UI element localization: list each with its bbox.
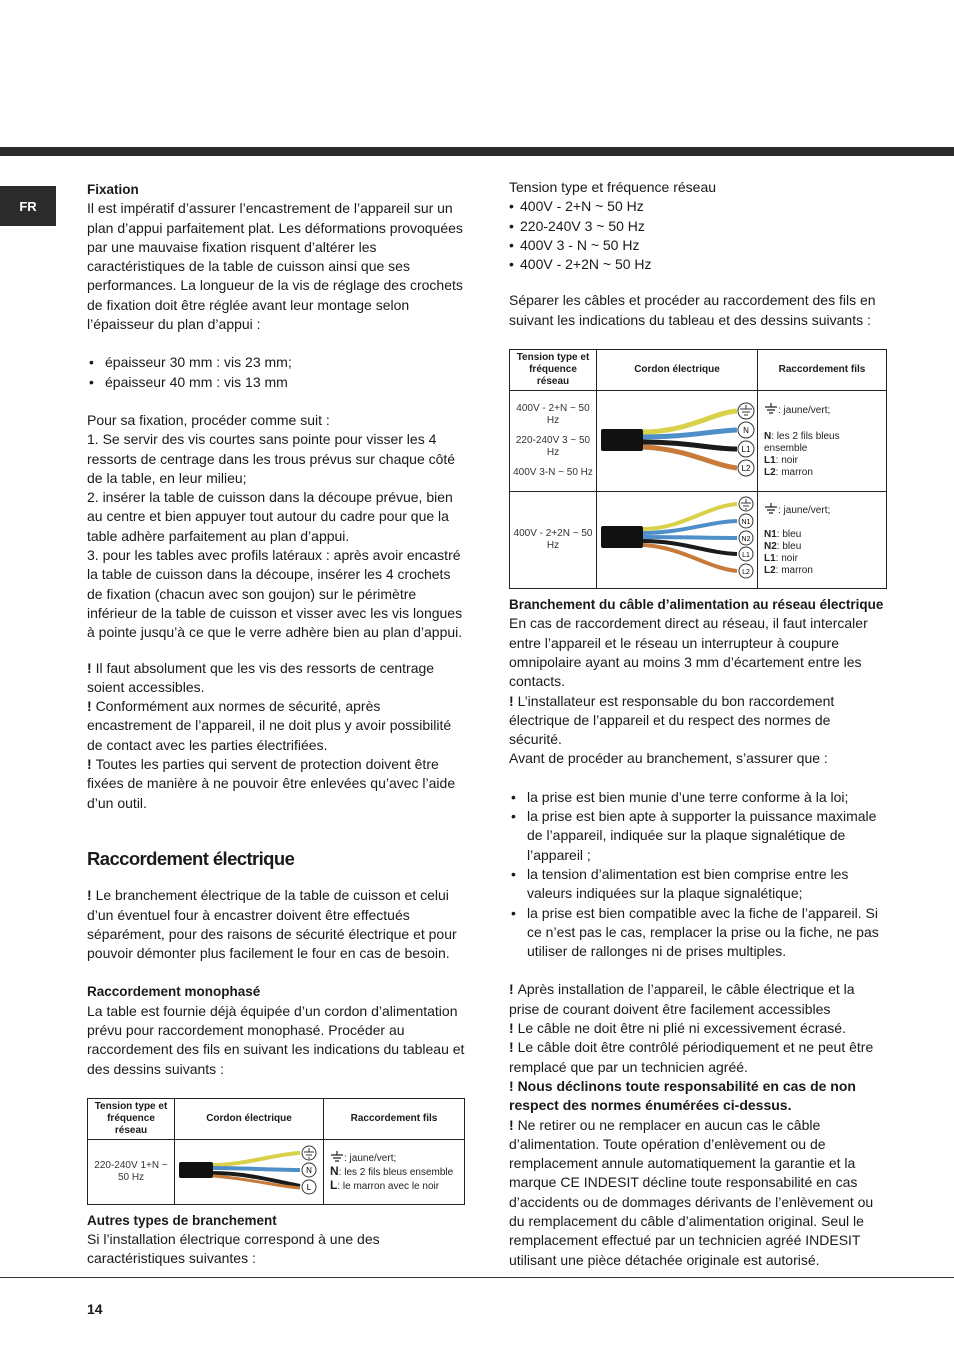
section-warning: ! Le branchement électrique de la table de cuisson et celui d’un éventuel four à encastrer doivent être effectués séparément, pour des raisons de sécurité électrique et pour pouvoir démonter plus facilement le four en cas de besoin. <box>87 887 457 962</box>
procedure-intro: Pour sa fixation, procéder comme suit : <box>87 411 330 428</box>
table-header: Tension type et fréquence réseau <box>88 1098 175 1139</box>
fil-line: N: les 2 fils bleus ensemble <box>330 1163 454 1178</box>
list-item: • la prise est bien compatible avec la fiche de l’appareil. Si ce n’est pas le cas, remplacer la prise ou la fiche, ne pas utiliser de rallonges ni de prises multiples. <box>509 904 887 962</box>
other-title: Autres types de branchement <box>87 1212 277 1228</box>
step-3: 3. pour les tables avec profils latéraux : après avoir encastré la table de cuisson dans la découpe, insérer les 4 crochets de fixation (chacun avec son goujon) sur le périmètre inférieur de la table de cuisson et visser avec les vis longues à pointe jusqu’à ce que le verre adhère bien au plan d’appui. <box>87 547 463 641</box>
list-item: • 220-240V 3 ~ 50 Hz <box>509 217 887 236</box>
fil-line: N1: bleu <box>764 529 802 541</box>
terminal-label: L2 <box>741 464 751 474</box>
bold-warning: ! Nous déclinons toute responsabilité en cas de non respect des normes énumérées ci-dessus. <box>509 1077 856 1114</box>
terminal-label: L2 <box>742 569 750 577</box>
tension-cell: 220-240V 1+N ~ 50 Hz <box>88 1139 175 1204</box>
terminal-label: N <box>306 1165 312 1175</box>
list-item: • épaisseur 30 mm : vis 23 mm; <box>87 353 465 372</box>
table-header: Cordon électrique <box>175 1098 324 1139</box>
warning: ! Ne retirer ou ne remplacer en aucun cas le câble d’alimentation. Toute opération d’enlèvement ou de remplacement annule automatiquement la garantie et la marque CE INDESIT décline toute responsabilité en cas d’accidents ou de dommages dérivants de l’enlèvement ou du remplacement du câble d’alimentation original. Seul le remplacement effectué par un technicien agréé INDESIT utilisant une pièce détachée originale est autorisé. <box>509 1116 874 1268</box>
tension-cell: 400V - 2+N ~ 50 Hz 220-240V 3 ~ 50 Hz 400V 3-N ~ 50 Hz <box>510 391 597 492</box>
cord-drawing <box>597 391 758 492</box>
three-phase-wiring-table <box>509 349 887 589</box>
fils-cell <box>758 492 887 589</box>
right-column <box>509 178 887 1270</box>
terminal-label: N1 <box>741 519 751 527</box>
header-bar <box>0 147 954 156</box>
tension-intro: Tension type et fréquence réseau <box>509 179 717 195</box>
branch-title: Branchement du câble d’alimentation au réseau électrique <box>509 597 884 613</box>
terminal-label: L1 <box>742 552 750 560</box>
fil-line: : jaune/vert; <box>330 1151 458 1165</box>
cord-drawing <box>597 492 758 589</box>
terminal-label: L1 <box>741 445 751 455</box>
warning: ! L’installateur est responsable du bon raccordement électrique de l’appareil et du respect des normes de sécurité. <box>509 692 835 748</box>
three-wire-cable-icon <box>597 391 757 487</box>
fil-line: L: le marron avec le noir <box>330 1177 440 1192</box>
other-text: Si l’installation électrique correspond à une des caractéristiques suivantes : <box>87 1231 380 1267</box>
step-1: 1. Se servir des vis courtes sans pointe pour visser les 4 ressorts de centrage dans les trous prévus sur chaque côté de la table, en leur milieu; <box>87 431 456 486</box>
fil-line: : jaune/vert; <box>764 503 880 517</box>
mono-cable-icon <box>175 1140 323 1200</box>
language-tab: FR <box>0 186 56 226</box>
tension-cell: 400V - 2+2N ~ 50 Hz <box>510 492 597 589</box>
fil-line: N: les 2 fils bleus ensemble <box>764 431 840 455</box>
list-item: • 400V 3 - N ~ 50 Hz <box>509 236 887 255</box>
fil-line: L1: noir <box>764 553 798 565</box>
fil-line: L2: marron <box>764 467 813 479</box>
warning: ! Le câble ne doit être ni plié ni excessivement écrasé. <box>509 1020 846 1037</box>
mono-title: Raccordement monophasé <box>87 984 261 1000</box>
terminal-label: L <box>306 1182 312 1192</box>
table-header: Cordon électrique <box>597 350 758 391</box>
before-text: Avant de procéder au branchement, s’assurer que : <box>509 750 828 767</box>
cord-drawing <box>175 1139 324 1204</box>
fixation-title: Fixation <box>87 182 139 197</box>
fil-line: L2: marron <box>764 565 813 577</box>
fils-cell <box>758 391 887 492</box>
table-header: Raccordement fils <box>324 1098 465 1139</box>
tension-list <box>509 197 887 274</box>
cable-jacket <box>601 526 643 548</box>
list-item: • la prise est bien apte à supporter la puissance maximale de l’appareil, indiquée sur la plaque signalétique de l’appareil ; <box>509 807 887 865</box>
terminal-label: N <box>743 426 749 436</box>
cable-jacket <box>601 429 643 451</box>
four-wire-cable-icon <box>597 492 757 584</box>
list-item: • 400V - 2+2N ~ 50 Hz <box>509 255 887 274</box>
list-item: • épaisseur 40 mm : vis 13 mm <box>87 373 465 392</box>
list-item: • 400V - 2+N ~ 50 Hz <box>509 197 887 216</box>
ground-icon <box>764 403 778 414</box>
ground-icon <box>764 503 778 514</box>
section-title: Raccordement électrique <box>87 847 295 869</box>
ground-icon <box>330 1151 344 1162</box>
terminal-label: N2 <box>741 536 751 544</box>
checks-list <box>509 788 887 962</box>
fil-line: L1: noir <box>764 455 798 467</box>
warning: ! Il faut absolument que les vis des ressorts de centrage soient accessibles. <box>87 659 435 695</box>
page-number: 14 <box>87 1301 103 1317</box>
table-header: Tension type et fréquence réseau <box>510 350 597 391</box>
separate-text: Séparer les câbles et procéder au raccordement des fils en suivant les indications du tableau et des dessins suivants : <box>509 292 876 328</box>
fil-line: : jaune/vert; <box>764 403 880 417</box>
footer-rule <box>0 1277 954 1278</box>
left-column <box>87 180 465 1269</box>
list-item: • la prise est bien munie d’une terre conforme à la loi; <box>509 788 887 807</box>
mono-wiring-table <box>87 1098 465 1205</box>
fils-cell <box>324 1139 465 1204</box>
step-2: 2. insérer la table de cuisson dans la découpe prévue, bien au centre et bien appuyer tout autour du cadre pour que la table adhère parfaitement au plan d’appui. <box>87 489 453 544</box>
warning: ! Après installation de l’appareil, le câble électrique et la prise de courant doivent être facilement accessibles <box>509 981 855 1017</box>
branch-text: En cas de raccordement direct au réseau, il faut intercaler entre l’appareil et le réseau un interrupteur à coupure omnipolaire ayant au moins 3 mm d’écartement entre les contacts. <box>509 615 868 690</box>
fil-line: N2: bleu <box>764 541 802 553</box>
thickness-list <box>87 353 465 392</box>
warning: ! Le câble doit être contrôlé périodiquement et ne peut être remplacé que par un technicien agréé. <box>509 1039 874 1075</box>
cable-jacket <box>179 1162 213 1178</box>
mono-text: La table est fournie déjà équipée d’un cordon d’alimentation prévu pour raccordement monophasé. Procéder au raccordement des fils en suivant les indications du tableau et des dessins suivants : <box>87 1002 465 1077</box>
warning: ! Toutes les parties qui servent de protection doivent être fixées de manière à ne pouvoir être enlevées qu’avec l’aide d’un outil. <box>87 756 456 811</box>
fixation-text: Il est impératif d’assurer l’encastrement de l’appareil sur un plan d’appui parfaitement plat. Les déformations provoquées par une mauvaise fixation risquent d’altérer les caractéristiques de la table de cuisson ainsi que ses performances. La longueur de la vis de réglage des crochets de fixation doit être réglée avant leur montage selon l’épaisseur du plan d’appui : <box>87 200 463 333</box>
list-item: • la tension d’alimentation est bien comprise entre les valeurs indiquées sur la plaque signalétique; <box>509 865 887 904</box>
warning: ! Conformément aux normes de sécurité, après encastrement de l’appareil, il ne doit plus y avoir possibilité de contact avec les parties électrifiées. <box>87 698 452 753</box>
table-header: Raccordement fils <box>758 350 887 391</box>
